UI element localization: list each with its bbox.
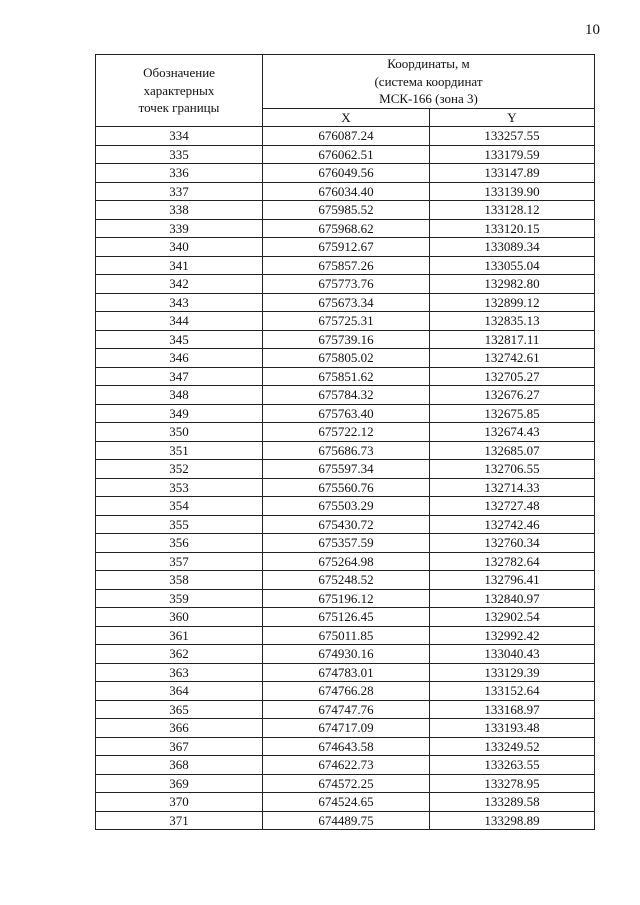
point-id-cell: 369 <box>96 774 263 793</box>
point-id-cell: 361 <box>96 626 263 645</box>
y-coordinate-cell: 133152.64 <box>430 682 595 701</box>
point-id-cell: 357 <box>96 552 263 571</box>
y-coordinate-cell: 132685.07 <box>430 441 595 460</box>
y-coordinate-cell: 133129.39 <box>430 663 595 682</box>
y-coordinate-cell: 132675.85 <box>430 404 595 423</box>
point-header-line: характерных <box>143 82 215 98</box>
y-coordinate-cell: 133139.90 <box>430 182 595 201</box>
table-row <box>96 626 595 645</box>
point-id-cell: 345 <box>96 330 263 349</box>
x-coordinate-cell: 674766.28 <box>263 682 430 701</box>
x-coordinate-cell: 674783.01 <box>263 663 430 682</box>
x-coordinate-cell: 675784.32 <box>263 386 430 405</box>
x-coordinate-cell: 675597.34 <box>263 460 430 479</box>
point-id-cell: 363 <box>96 663 263 682</box>
x-coordinate-cell: 676062.51 <box>263 145 430 164</box>
point-id-cell: 358 <box>96 571 263 590</box>
y-coordinate-cell: 132760.34 <box>430 534 595 553</box>
point-id-cell: 355 <box>96 515 263 534</box>
y-coordinate-cell: 133128.12 <box>430 201 595 220</box>
y-coordinate-cell: 132982.80 <box>430 275 595 294</box>
table-row <box>96 367 595 386</box>
coords-header-line: МСК-166 (зона 3) <box>379 91 478 106</box>
y-coordinate-cell: 132992.42 <box>430 626 595 645</box>
table-row <box>96 700 595 719</box>
y-coordinate-cell: 133263.55 <box>430 756 595 775</box>
x-coordinate-cell: 676034.40 <box>263 182 430 201</box>
x-coordinate-cell: 676049.56 <box>263 164 430 183</box>
point-id-cell: 338 <box>96 201 263 220</box>
x-coordinate-cell: 675725.31 <box>263 312 430 331</box>
point-id-cell: 367 <box>96 737 263 756</box>
x-coordinate-cell: 675985.52 <box>263 201 430 220</box>
x-coordinate-cell: 674930.16 <box>263 645 430 664</box>
point-id-cell: 370 <box>96 793 263 812</box>
y-coordinate-cell: 132817.11 <box>430 330 595 349</box>
x-coordinate-cell: 675968.62 <box>263 219 430 238</box>
table-row <box>96 330 595 349</box>
table-row <box>96 534 595 553</box>
x-coordinate-cell: 675857.26 <box>263 256 430 275</box>
point-id-cell: 348 <box>96 386 263 405</box>
y-coordinate-cell: 132835.13 <box>430 312 595 331</box>
x-coordinate-cell: 675248.52 <box>263 571 430 590</box>
point-id-cell: 335 <box>96 145 263 164</box>
table-row <box>96 349 595 368</box>
x-coordinate-cell: 675357.59 <box>263 534 430 553</box>
page-number: 10 <box>585 22 600 38</box>
table-row <box>96 793 595 812</box>
y-coordinate-cell: 132782.64 <box>430 552 595 571</box>
y-coordinate-cell: 132727.48 <box>430 497 595 516</box>
table-row <box>96 571 595 590</box>
table-row <box>96 478 595 497</box>
point-id-cell: 354 <box>96 497 263 516</box>
y-coordinate-cell: 133298.89 <box>430 811 595 830</box>
y-coordinate-cell: 132705.27 <box>430 367 595 386</box>
y-coordinate-cell: 133179.59 <box>430 145 595 164</box>
table-row <box>96 460 595 479</box>
x-coordinate-cell: 674572.25 <box>263 774 430 793</box>
y-coordinate-cell: 133089.34 <box>430 238 595 257</box>
table-row <box>96 201 595 220</box>
x-coordinate-cell: 675673.34 <box>263 293 430 312</box>
y-coordinate-cell: 132899.12 <box>430 293 595 312</box>
table-row <box>96 682 595 701</box>
x-coordinate-cell: 675739.16 <box>263 330 430 349</box>
x-coordinate-cell: 675851.62 <box>263 367 430 386</box>
table-row <box>96 312 595 331</box>
x-coordinate-cell: 675560.76 <box>263 478 430 497</box>
table-header <box>96 55 595 127</box>
table-row <box>96 386 595 405</box>
table-row <box>96 275 595 294</box>
x-coordinate-cell: 675773.76 <box>263 275 430 294</box>
y-column-header: Y <box>430 108 595 127</box>
point-id-cell: 342 <box>96 275 263 294</box>
point-id-cell: 343 <box>96 293 263 312</box>
point-id-cell: 359 <box>96 589 263 608</box>
x-coordinate-cell: 674747.76 <box>263 700 430 719</box>
y-coordinate-cell: 132742.61 <box>430 349 595 368</box>
table-row <box>96 256 595 275</box>
table-row <box>96 293 595 312</box>
point-id-cell: 360 <box>96 608 263 627</box>
point-id-cell: 353 <box>96 478 263 497</box>
table-row <box>96 663 595 682</box>
y-coordinate-cell: 132674.43 <box>430 423 595 442</box>
y-coordinate-cell: 132796.41 <box>430 571 595 590</box>
x-coordinate-cell: 675722.12 <box>263 423 430 442</box>
point-id-cell: 344 <box>96 312 263 331</box>
x-coordinate-cell: 675912.67 <box>263 238 430 257</box>
x-coordinate-cell: 674489.75 <box>263 811 430 830</box>
coords-header-line: Координаты, м <box>387 56 470 71</box>
table-row <box>96 182 595 201</box>
x-coordinate-cell: 675264.98 <box>263 552 430 571</box>
point-id-cell: 341 <box>96 256 263 275</box>
y-coordinate-cell: 133249.52 <box>430 737 595 756</box>
table-row <box>96 589 595 608</box>
coordinates-table <box>95 54 595 830</box>
table-row <box>96 811 595 830</box>
point-id-cell: 334 <box>96 127 263 146</box>
y-coordinate-cell: 132840.97 <box>430 589 595 608</box>
y-coordinate-cell: 133040.43 <box>430 645 595 664</box>
table-row <box>96 404 595 423</box>
y-coordinate-cell: 133289.58 <box>430 793 595 812</box>
x-coordinate-cell: 674524.65 <box>263 793 430 812</box>
x-coordinate-cell: 675196.12 <box>263 589 430 608</box>
point-designation-header <box>96 55 263 127</box>
table-row <box>96 608 595 627</box>
table-row <box>96 552 595 571</box>
y-coordinate-cell: 132714.33 <box>430 478 595 497</box>
table-row <box>96 145 595 164</box>
table-row <box>96 756 595 775</box>
point-header-line: точек границы <box>138 100 220 116</box>
x-coordinate-cell: 674717.09 <box>263 719 430 738</box>
y-coordinate-cell: 133257.55 <box>430 127 595 146</box>
point-id-cell: 362 <box>96 645 263 664</box>
point-id-cell: 349 <box>96 404 263 423</box>
table-row <box>96 127 595 146</box>
point-header-line: Обозначение <box>143 65 215 81</box>
y-coordinate-cell: 133278.95 <box>430 774 595 793</box>
point-id-cell: 336 <box>96 164 263 183</box>
x-coordinate-cell: 675686.73 <box>263 441 430 460</box>
table-row <box>96 645 595 664</box>
table-row <box>96 423 595 442</box>
x-coordinate-cell: 675503.29 <box>263 497 430 516</box>
y-coordinate-cell: 132742.46 <box>430 515 595 534</box>
y-coordinate-cell: 132676.27 <box>430 386 595 405</box>
point-id-cell: 365 <box>96 700 263 719</box>
table-row <box>96 515 595 534</box>
coords-header-line: (система координат <box>374 73 483 89</box>
table-row <box>96 497 595 516</box>
table-row <box>96 164 595 183</box>
y-coordinate-cell: 132902.54 <box>430 608 595 627</box>
point-id-cell: 350 <box>96 423 263 442</box>
x-coordinate-cell: 674622.73 <box>263 756 430 775</box>
point-id-cell: 337 <box>96 182 263 201</box>
y-coordinate-cell: 133193.48 <box>430 719 595 738</box>
table-row <box>96 774 595 793</box>
point-id-cell: 366 <box>96 719 263 738</box>
point-id-cell: 368 <box>96 756 263 775</box>
point-id-cell: 364 <box>96 682 263 701</box>
table-row <box>96 238 595 257</box>
x-coordinate-cell: 676087.24 <box>263 127 430 146</box>
y-coordinate-cell: 132706.55 <box>430 460 595 479</box>
x-coordinate-cell: 675430.72 <box>263 515 430 534</box>
table-row <box>96 719 595 738</box>
table-body <box>96 127 595 830</box>
x-column-header: X <box>263 108 430 127</box>
x-coordinate-cell: 675763.40 <box>263 404 430 423</box>
table-row <box>96 441 595 460</box>
x-coordinate-cell: 675805.02 <box>263 349 430 368</box>
table-row <box>96 737 595 756</box>
point-id-cell: 347 <box>96 367 263 386</box>
y-coordinate-cell: 133055.04 <box>430 256 595 275</box>
point-id-cell: 346 <box>96 349 263 368</box>
point-id-cell: 352 <box>96 460 263 479</box>
x-coordinate-cell: 675011.85 <box>263 626 430 645</box>
point-id-cell: 371 <box>96 811 263 830</box>
y-coordinate-cell: 133120.15 <box>430 219 595 238</box>
y-coordinate-cell: 133168.97 <box>430 700 595 719</box>
point-id-cell: 339 <box>96 219 263 238</box>
table-row <box>96 219 595 238</box>
point-id-cell: 340 <box>96 238 263 257</box>
x-coordinate-cell: 674643.58 <box>263 737 430 756</box>
x-coordinate-cell: 675126.45 <box>263 608 430 627</box>
y-coordinate-cell: 133147.89 <box>430 164 595 183</box>
coordinates-header <box>263 55 595 109</box>
point-id-cell: 356 <box>96 534 263 553</box>
point-id-cell: 351 <box>96 441 263 460</box>
